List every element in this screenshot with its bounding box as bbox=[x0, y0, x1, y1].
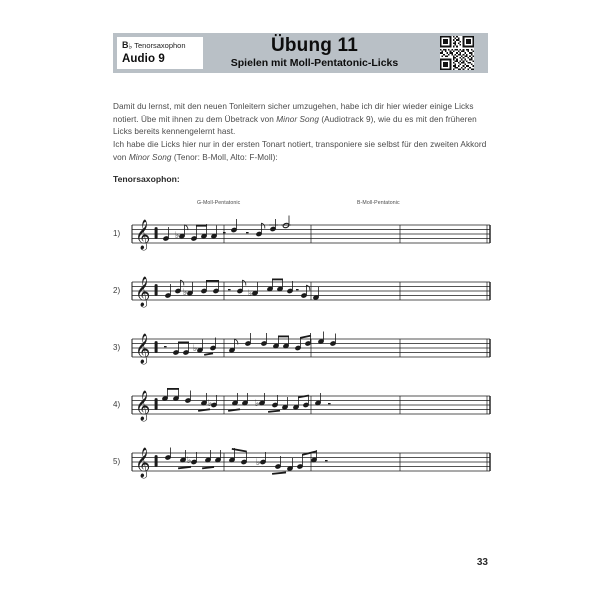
staff-system-4 bbox=[113, 383, 493, 429]
treble-clef-icon: 𝄞 bbox=[135, 391, 151, 421]
staff-system-3 bbox=[113, 326, 493, 372]
svg-text:♭: ♭ bbox=[175, 231, 180, 241]
system-number-3: 3) bbox=[113, 343, 121, 352]
audio-track-label: Audio 9 bbox=[122, 52, 165, 65]
qr-code-icon bbox=[440, 36, 474, 70]
instrument-key: B bbox=[122, 40, 129, 51]
intro-paragraph-2 bbox=[113, 139, 489, 164]
audio-info-box bbox=[117, 37, 203, 69]
flat-sign-icon: ♭ bbox=[128, 42, 133, 52]
staff-system-5 bbox=[113, 440, 493, 486]
svg-text:♭: ♭ bbox=[183, 288, 188, 298]
section-label: Tenorsaxophon: bbox=[113, 174, 180, 184]
svg-text:♭: ♭ bbox=[255, 399, 260, 409]
intro-paragraph-1 bbox=[113, 101, 489, 139]
treble-clef-icon: 𝄞 bbox=[135, 277, 151, 307]
treble-clef-icon: 𝄞 bbox=[135, 334, 151, 364]
music-staff-2 bbox=[128, 269, 493, 315]
page-number: 33 bbox=[476, 557, 488, 568]
svg-text:♭: ♭ bbox=[193, 344, 198, 354]
intro-text bbox=[113, 101, 489, 165]
treble-clef-icon: 𝄞 bbox=[135, 220, 151, 250]
scale-label-second-chord: B-Moll-Pentatonic bbox=[357, 200, 400, 206]
svg-text:♭: ♭ bbox=[248, 289, 253, 299]
intro-p1-part-a: Damit du lernst, mit den neuen Tonleitern sicher umzugehen, habe ich dir hier wieder einige Licks notiert. Übe mit ihnen zu dem Übetrack von bbox=[113, 102, 474, 124]
treble-clef-icon: 𝄞 bbox=[135, 448, 151, 478]
page-subtitle: Spielen mit Moll-Pentatonic-Licks bbox=[230, 57, 399, 70]
scale-label-first-chord: G-Moll-Pentatonic bbox=[197, 200, 241, 206]
instrument-line bbox=[122, 41, 199, 51]
system-number-2: 2) bbox=[113, 286, 121, 295]
intro-p2-part-b: (Tenor: B-Moll, Alto: F-Moll): bbox=[171, 152, 278, 162]
exercise-header-band bbox=[113, 33, 488, 73]
staff-system-1 bbox=[113, 212, 493, 258]
svg-text:♭: ♭ bbox=[208, 399, 213, 409]
intro-p2-part-a: Ich habe die Licks hier nur in der ersten Tonart notiert, transponiere sie selbst für den zweiten Akkord von bbox=[113, 140, 487, 162]
qr-code-wrap bbox=[426, 33, 488, 73]
intro-p2-song-title: Minor Song bbox=[128, 152, 172, 162]
system-number-1: 1) bbox=[113, 229, 121, 238]
svg-text:♭: ♭ bbox=[256, 458, 261, 468]
staff-system-2 bbox=[113, 269, 493, 315]
intro-p1-part-b: (Audiotrack 9), wie du es mit den früheren Licks bereits kennengelernt hast. bbox=[113, 114, 477, 137]
instrument-name: Tenorsaxophon bbox=[134, 41, 186, 51]
intro-p1-song-title: Minor Song bbox=[276, 114, 319, 124]
system-number-5: 5) bbox=[113, 457, 121, 466]
music-staff-5 bbox=[128, 440, 493, 486]
svg-text:♭: ♭ bbox=[187, 456, 192, 466]
system-number-4: 4) bbox=[113, 400, 121, 409]
music-staff-3 bbox=[128, 326, 493, 372]
page-title: Übung 11 bbox=[270, 35, 359, 57]
music-staff-4 bbox=[128, 383, 493, 429]
music-staff-1 bbox=[128, 212, 493, 258]
title-block bbox=[203, 33, 426, 73]
